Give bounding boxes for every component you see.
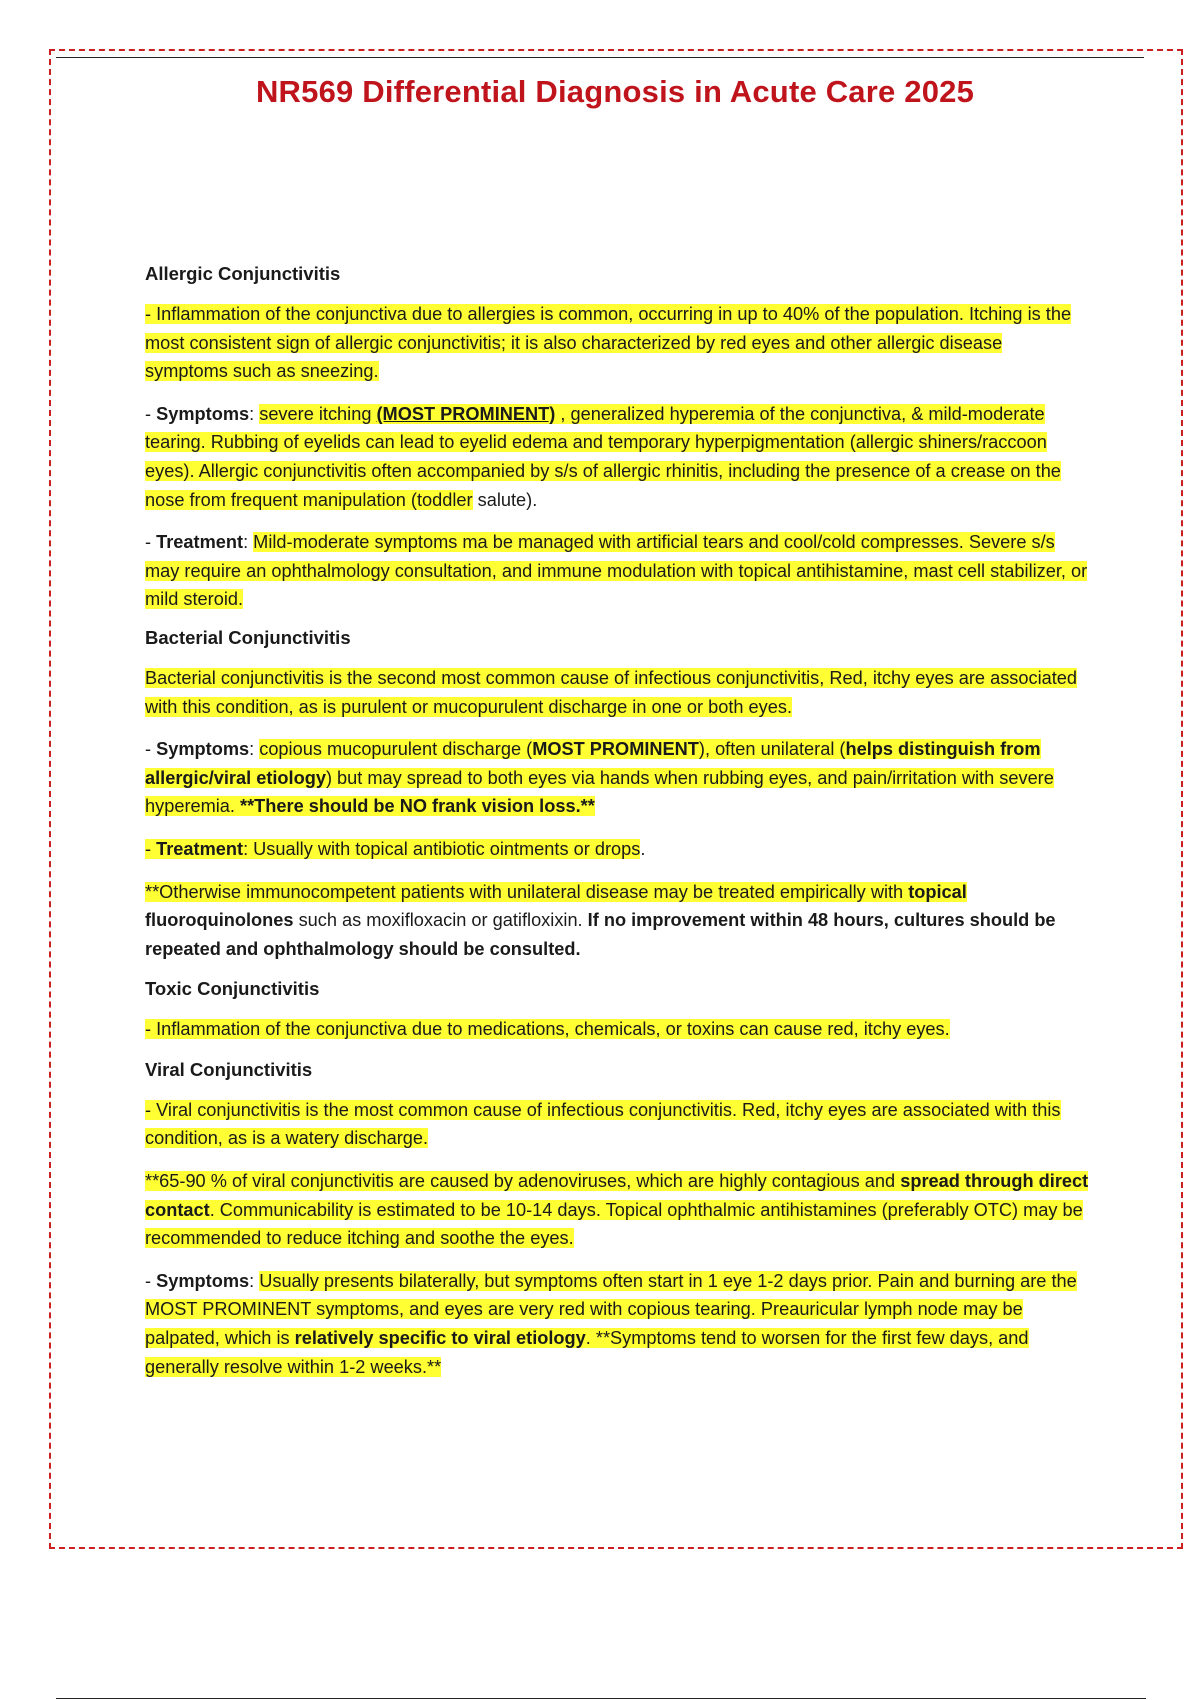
viral-symptoms-paragraph: [145, 1267, 1090, 1381]
heading-allergic-conjunctivitis: Allergic Conjunctivitis: [145, 263, 341, 284]
toxic-intro-text: - Inflammation of the conjunctiva due to medications, chemicals, or toxins can cause red, itchy eyes.: [145, 1019, 950, 1040]
bacterial-note-text-c: If no improvement within 48 hours, cultures should be repeated and ophthalmology should be consulted.: [145, 910, 1056, 959]
viral-intro-text: - Viral conjunctivitis is the most common cause of infectious conjunctivitis. Red, itchy eyes are associated with this condition, as is a watery discharge.: [145, 1099, 1061, 1149]
allergic-intro-text: - Inflammation of the conjunctiva due to allergies is common, occurring in up to 40% of the population. Itching is the most consistent sign of allergic conjunctivitis; it is also characterized by red eyes and other allergic disease symptoms such as sneezing.: [145, 304, 1072, 382]
allergic-symptoms-dash: -: [145, 403, 157, 424]
header-rule: [56, 57, 1144, 58]
bacterial-symptoms-dash: -: [145, 739, 157, 760]
bacterial-intro-paragraph: [145, 664, 1090, 721]
allergic-treatment-text: Mild-moderate symptoms ma be managed with artificial tears and cool/cold compresses. Severe s/s may require an ophthalmology consultation, and immune modulation with topical antihistamine, mast cell stabilizer, or mild steroid.: [145, 532, 1088, 610]
bacterial-treatment-end: .: [640, 838, 646, 859]
allergic-treatment-paragraph: [145, 528, 1090, 614]
bacterial-treatment-paragraph: [145, 835, 1090, 864]
footer-rule: [56, 1698, 1146, 1699]
toxic-intro-paragraph: [145, 1015, 1090, 1044]
bacterial-symptoms-label: Symptoms: [156, 739, 250, 760]
bacterial-treatment-label: Treatment: [156, 838, 244, 859]
bacterial-intro-text: Bacterial conjunctivitis is the second most common cause of infectious conjunctivitis, Red, itchy eyes are associated with this condition, as is purulent or mucopurulent discharge in one or both eyes.: [145, 667, 1078, 717]
bacterial-symptoms-colon: :: [249, 739, 260, 760]
viral-specific-text: relatively specific to viral etiology: [294, 1328, 586, 1349]
allergic-symptoms-label: Symptoms: [156, 403, 250, 424]
viral-adenovirus-paragraph: [145, 1167, 1090, 1253]
heading-toxic-conjunctivitis: Toxic Conjunctivitis: [145, 978, 320, 1000]
allergic-intro-paragraph: [145, 300, 1090, 386]
viral-intro-paragraph: [145, 1096, 1090, 1153]
bacterial-note-topical: topical: [908, 881, 967, 902]
heading-bacterial-conjunctivitis: Bacterial Conjunctivitis: [145, 626, 351, 648]
allergic-symptoms-text-a: severe itching: [259, 403, 377, 424]
bacterial-no-vision-loss: **There should be NO frank vision loss.**: [240, 796, 595, 817]
bacterial-treatment-dash: -: [145, 838, 157, 859]
bacterial-symptoms-text-b: ), often unilateral (: [698, 739, 846, 760]
bacterial-symptoms-text-a: copious mucopurulent discharge (: [259, 739, 533, 760]
allergic-symptoms-text-b: , generalized hyperemia of the conjunctiva, & mild-moderate tearing. Rubbing of eyelids can lead to eyelid edema and temporary hyperpigmentation (allergic shiners/raccoon eyes). Allergic conjunctivitis often accompanied by s/s of allergic rhinitis, including the presence of a crease on the nose from frequent manipulation (toddler: [145, 403, 1061, 510]
bacterial-symptoms-text-c: ) but may spread to both eyes via hands when rubbing eyes, and pain/irritation with severe hyperemia.: [145, 767, 1054, 817]
viral-spread-text: spread through direct contact: [145, 1171, 1089, 1220]
allergic-treatment-label: Treatment: [156, 532, 244, 553]
viral-symptoms-colon: :: [249, 1270, 260, 1291]
bacterial-distinguish-text: helps distinguish from allergic/viral etiology: [145, 739, 1041, 788]
viral-adenovirus-text-a: **65-90 % of viral conjunctivitis are caused by adenoviruses, which are highly contagious and: [145, 1171, 901, 1192]
viral-symptoms-text-b: . **Symptoms tend to worsen for the first few days, and generally resolve within 1-2 weeks.**: [145, 1328, 1029, 1377]
bacterial-most-prominent: MOST PROMINENT: [532, 739, 699, 760]
allergic-symptoms-colon: :: [249, 403, 260, 424]
viral-adenovirus-text-b: . Communicability is estimated to be 10-14 days. Topical ophthalmic antihistamines (preferably OTC) may be recommended to reduce itching and soothe the eyes.: [145, 1199, 1083, 1249]
bacterial-note-text-b: such as moxifloxacin or gatifloxixin.: [293, 910, 588, 931]
document-body: [145, 262, 1090, 1395]
allergic-most-prominent: (MOST PROMINENT): [376, 403, 556, 424]
document-title: NR569 Differential Diagnosis in Acute Care 2025: [255, 74, 975, 109]
allergic-symptoms-paragraph: [145, 400, 1090, 514]
allergic-treatment-dash: -: [145, 532, 157, 553]
bacterial-symptoms-paragraph: [145, 735, 1090, 821]
bacterial-note-fluoroquinolones: fluoroquinolones: [145, 910, 294, 931]
viral-symptoms-text-a: Usually presents bilaterally, but symptoms often start in 1 eye 1-2 days prior. Pain and burning are the MOST PROMINENT symptoms, and eyes are very red with copious tearing. Preauricular lymph node may be palpated, which is: [145, 1270, 1077, 1349]
viral-symptoms-dash: -: [145, 1270, 157, 1291]
bacterial-note-text-a: **Otherwise immunocompetent patients with unilateral disease may be treated empirically with: [145, 881, 909, 902]
heading-viral-conjunctivitis: Viral Conjunctivitis: [145, 1058, 313, 1080]
bacterial-treatment-text: : Usually with topical antibiotic ointments or drops: [243, 838, 641, 859]
allergic-treatment-colon: :: [243, 532, 254, 553]
allergic-symptoms-text-c: salute).: [472, 489, 538, 510]
viral-symptoms-label: Symptoms: [156, 1270, 250, 1291]
bacterial-note-paragraph: [145, 878, 1090, 964]
